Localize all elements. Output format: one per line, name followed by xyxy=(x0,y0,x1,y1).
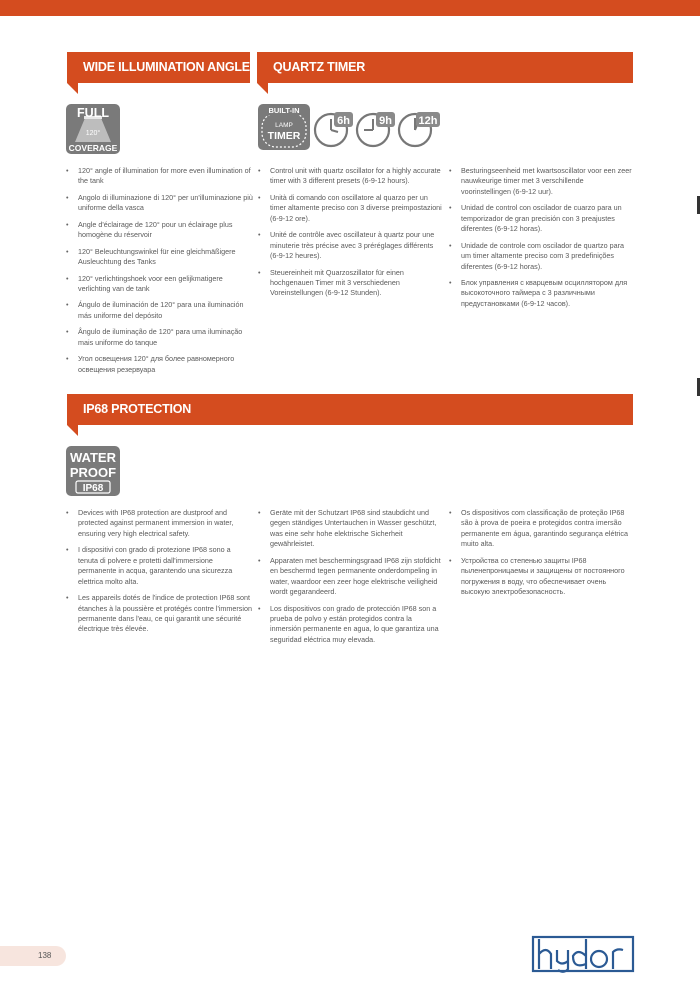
list-item: • Steuereinheit mit Quarzoszillator für einen hochgenauen Timer mit 3 verschiedenen Voreinstellungen (6-9-12 Stunden). xyxy=(258,268,442,299)
quartz-timer-text-col2 xyxy=(449,166,635,315)
list-item: • Unidad de control con oscilador de cuarzo para un temporizador de gran precisión con 3 preajustes diferentes (6-9-12 horas). xyxy=(449,203,635,234)
badge-text-lamp: LAMP xyxy=(275,122,293,129)
list-item: • Unità di comando con oscillatore al quarzo per un timer altamente preciso con 3 diverse preimpostazioni (6-9-12 ore). xyxy=(258,193,442,224)
list-item: • Geräte mit der Schutzart IP68 sind staubdicht und gegen ständiges Untertauchen in Wasser geschützt, was eine sehr hohe elektrische Sicherheit gewährleistet. xyxy=(258,508,444,550)
badge-text-built-in: BUILT-IN xyxy=(268,106,300,115)
list-item: • I dispositivi con grado di protezione IP68 sono a tenuta di polvere e protetti dall'immersione permanente in acqua, garantendo una sicurezza elettrica molto alta. xyxy=(66,545,252,587)
ip68-text-col3 xyxy=(449,508,635,604)
badge-text-angle: 120° xyxy=(85,130,101,137)
wide-illumination-text xyxy=(66,166,254,381)
badge-text-timer: TIMER xyxy=(267,130,301,142)
ip68-text-col2 xyxy=(258,508,444,651)
section-title: QUARTZ TIMER xyxy=(273,60,366,74)
list-item: • Devices with IP68 protection are dustproof and protected against permanent immersion in water, ensuring very high electrical safety. xyxy=(66,508,252,539)
badge-text-full: FULL xyxy=(77,106,109,120)
ip68-text-col1 xyxy=(66,508,252,641)
list-item: • 120° Beleuchtungswinkel für eine gleichmäßigere Ausleuchtung des Tanks xyxy=(66,247,254,268)
section-title: IP68 PROTECTION xyxy=(83,402,192,416)
clock-6h-icon xyxy=(313,110,355,148)
logo-text: hydor xyxy=(583,932,586,933)
page-number: 138 xyxy=(0,946,66,966)
timer-badge-icon xyxy=(258,104,310,150)
badge-text-ip68: IP68 xyxy=(82,483,104,494)
hydor-logo xyxy=(531,934,635,974)
list-item: • Устройства со степенью защиты IP68 пыленепроницаемы и защищены от постоянного погружения в воду, что обеспечивает очень высокую электробезопасность. xyxy=(449,556,635,598)
list-item: • Блок управления с кварцевым осциллятором для высокоточного таймера с 3 различными предустановками (6-9-12 часов). xyxy=(449,278,635,309)
full-coverage-icon xyxy=(66,104,120,154)
water-proof-icon xyxy=(66,446,120,496)
badge-text-proof: PROOF xyxy=(69,465,117,480)
list-item: • Besturingseenheid met kwartsoscillator voor een zeer nauwkeurige timer met 3 verschillende voorinstellingen (6-9-12 uur). xyxy=(449,166,635,197)
section-header-wide-illumination xyxy=(67,52,250,83)
clock-9h-icon xyxy=(355,110,397,148)
clock-12h-icon xyxy=(397,110,441,148)
list-item: • Los dispositivos con grado de protección IP68 son a prueba de polvo y están protegidos contra la inmersión permanente en agua, lo que garantiza una seguridad eléctrica muy elevada. xyxy=(258,604,444,646)
clock-label: 12h xyxy=(418,115,438,127)
top-color-bar xyxy=(0,0,700,16)
section-header-ip68-protection xyxy=(67,394,633,425)
badge-text-coverage: COVERAGE xyxy=(68,143,118,153)
list-item: • 120° verlichtingshoek voor een gelijkmatigere verlichting van de tank xyxy=(66,274,254,295)
clock-label: 9h xyxy=(379,115,392,127)
list-item: • Unidade de controle com oscilador de quartzo para um timer altamente preciso com 3 predefinições diferentes (6-9-12 horas). xyxy=(449,241,635,272)
banner-tail xyxy=(257,83,268,94)
list-item: • Les appareils dotés de l'indice de protection IP68 sont étanches à la poussière et protégés contre l'immersion permanente dans l'eau, ce qui garantit une sécurité électrique très élevée. xyxy=(66,593,252,635)
clock-label: 6h xyxy=(337,115,350,127)
list-item: • 120° angle of illumination for more even illumination of the tank xyxy=(66,166,254,187)
banner-tail xyxy=(67,425,78,436)
list-item: • Unité de contrôle avec oscillateur à quartz pour une minuterie très précise avec 3 préréglages différents (6-9-12 heures). xyxy=(258,230,442,261)
list-item: • Os dispositivos com classificação de proteção IP68 são à prova de poeira e protegidos contra imersão permanente em água, garantindo segurança elétrica muito alta. xyxy=(449,508,635,550)
badge-text-water: WATER xyxy=(70,450,116,465)
list-item: • Angolo di illuminazione di 120° per un'illuminazione più uniforme della vasca xyxy=(66,193,254,214)
list-item: • Apparaten met beschermingsgraad IP68 zijn stofdicht en beschermd tegen permanente onderdompeling in water, waardoor een zeer hoge elektrische veiligheid wordt gegarandeerd. xyxy=(258,556,444,598)
list-item: • Ángulo de iluminación de 120° para una iluminación más uniforme del depósito xyxy=(66,300,254,321)
list-item: • Угол освещения 120° для более равномерного освещения резервуара xyxy=(66,354,254,375)
banner-tail xyxy=(67,83,78,94)
section-header-quartz-timer xyxy=(257,52,633,83)
section-title: WIDE ILLUMINATION ANGLE xyxy=(83,60,250,74)
list-item: • Ângulo de iluminação de 120° para uma iluminação mais uniforme do tanque xyxy=(66,327,254,348)
list-item: • Angle d'éclairage de 120° pour un éclairage plus homogène du réservoir xyxy=(66,220,254,241)
list-item: • Control unit with quartz oscillator for a highly accurate timer with 3 different presets (6-9-12 hours). xyxy=(258,166,442,187)
quartz-timer-text-col1 xyxy=(258,166,442,305)
